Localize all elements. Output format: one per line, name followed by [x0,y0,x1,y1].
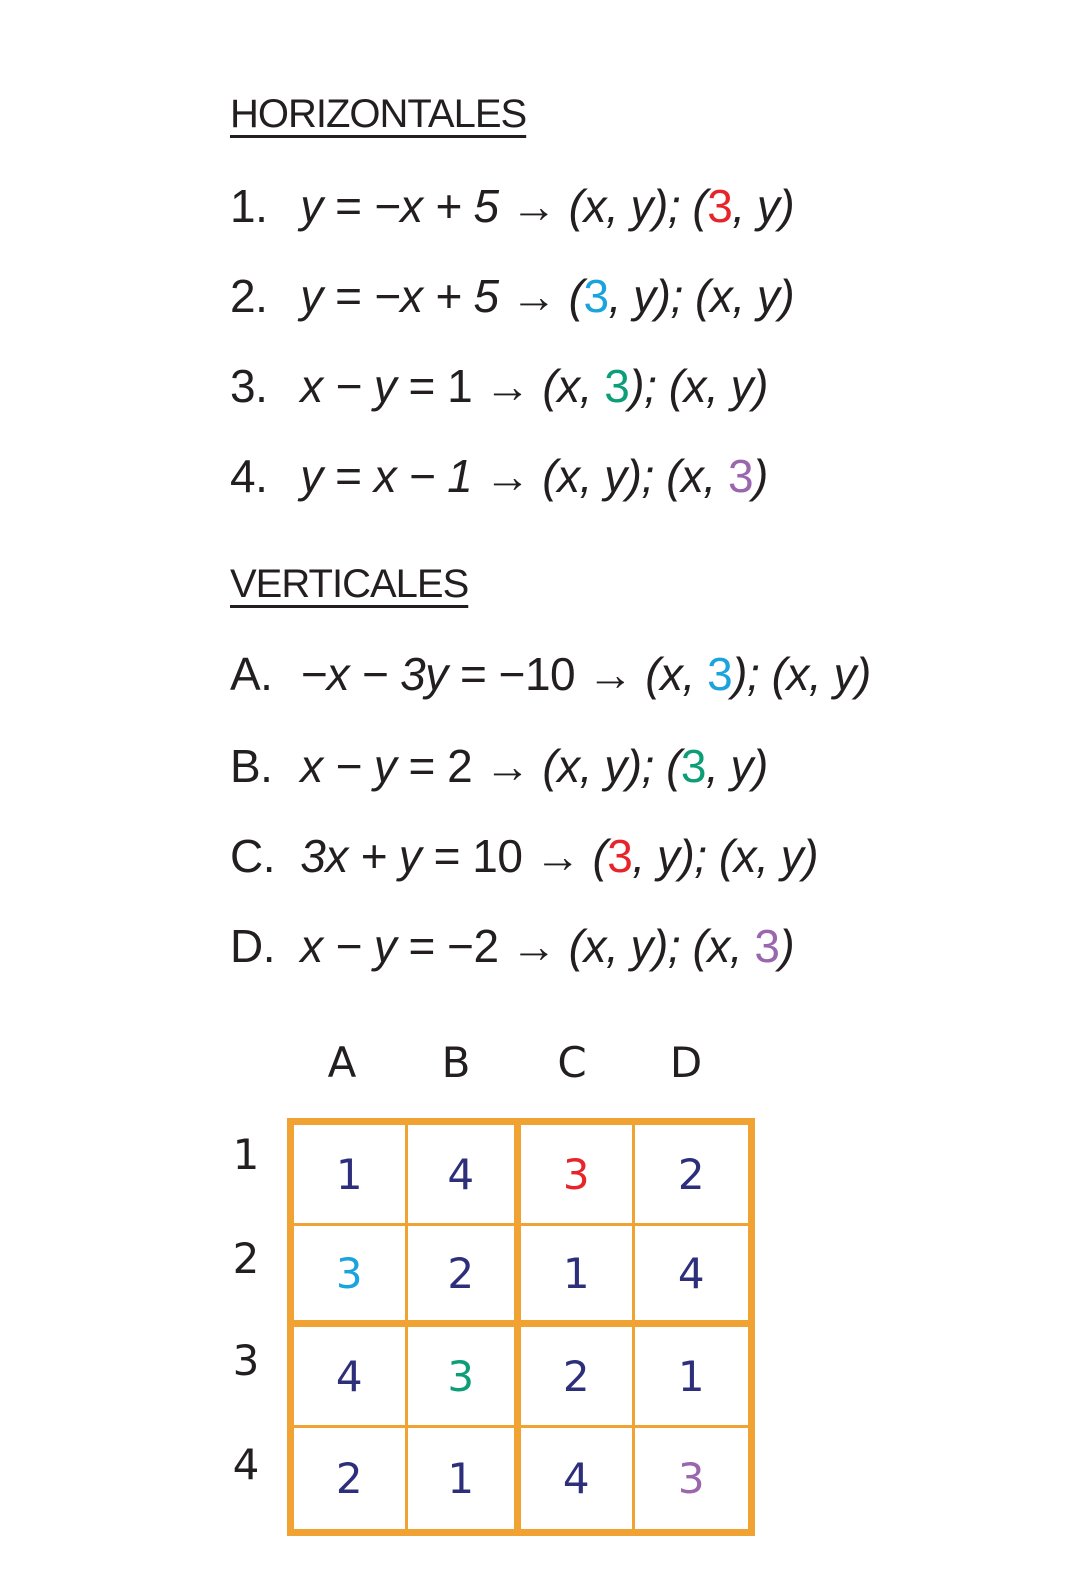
equals-sign: = [335,180,362,232]
arrow-icon: → [587,648,633,700]
equation-line-d [230,918,794,974]
equation-rhs: x − 1 [373,450,473,502]
equation-rhs: 2 [447,740,473,792]
equation-lhs: y [300,270,323,322]
grid-cell: 3 [677,1454,705,1503]
grid-cell: 2 [635,1125,749,1226]
pair-2: (x, 3) [692,920,795,972]
grid-cell: 4 [294,1327,408,1428]
equals-sign: = [433,830,460,882]
grid-cell: 1 [635,1327,749,1428]
equation-line-2 [230,268,794,324]
equation-lhs: x − y [300,740,397,792]
pair-2: (x, y) [771,648,871,700]
pair-1: (x, 3); [542,360,657,412]
equation-label: 2. [230,270,268,322]
arrow-icon: → [484,360,531,412]
equation-rhs: −10 [498,648,576,700]
pair-2: (x, y) [668,360,768,412]
grid-cell: 4 [521,1428,635,1529]
highlight-number: 3 [707,648,733,700]
equation-label: C. [230,830,275,882]
equation-lhs: 3x + y [300,830,422,882]
equation-line-c [230,828,818,884]
equals-sign: = [408,920,435,972]
pair-2: (x, 3) [666,450,768,502]
equation-rhs: 10 [472,830,523,882]
horizontales-heading: HORIZONTALES [230,92,527,136]
arrow-icon: → [510,920,557,972]
highlight-number: 3 [607,830,633,882]
grid-cell: 1 [521,1226,635,1327]
equation-lhs: −x − 3y [300,648,448,700]
row-header-1: 1 [232,1130,260,1179]
equation-label: D. [230,920,275,972]
equation-line-b [230,738,768,794]
equals-sign: = [335,270,362,322]
pair-1: (3, y); [592,830,707,882]
pair-2: (x, y) [718,830,819,882]
pair-1: (3, y); [568,270,683,322]
equals-sign: = [408,360,435,412]
equation-lhs: y [300,180,323,232]
pair-1: (x, y); [542,740,654,792]
sudoku-grid [287,1118,755,1536]
pair-1: (x, y); [542,450,654,502]
verticales-heading: VERTICALES [230,562,469,606]
pair-1: (x, 3); [645,648,760,700]
grid-cell: 3 [408,1327,522,1428]
highlight-number: 3 [680,740,706,792]
arrow-icon: → [534,830,581,882]
grid-cell: 2 [408,1226,522,1327]
column-header-a: A [327,1038,357,1087]
column-header-b: B [441,1038,471,1087]
grid-cell: 1 [408,1428,522,1529]
equation-line-a [230,646,871,702]
highlight-number: 3 [754,920,780,972]
equation-label: 4. [230,450,268,502]
equation-lhs: y [300,450,323,502]
equation-line-3 [230,358,768,414]
row-header-4: 4 [232,1440,260,1489]
equation-line-1 [230,178,794,234]
grid-cell: 4 [408,1125,522,1226]
grid-cell: 4 [635,1226,749,1327]
arrow-icon: → [510,270,557,322]
equation-label: 1. [230,180,268,232]
highlight-number: 3 [604,360,630,412]
row-header-3: 3 [232,1336,260,1385]
grid-cell: 1 [294,1125,408,1226]
equation-rhs: −2 [447,920,499,972]
equation-line-4 [230,448,768,504]
grid-cell: 3 [294,1226,408,1327]
column-header-d: D [669,1038,703,1087]
arrow-icon: → [510,180,557,232]
equation-rhs: −x + 5 [373,180,499,232]
pair-2: (x, y) [695,270,795,322]
equation-label: A. [230,648,273,700]
column-header-c: C [557,1038,587,1087]
pair-1: (x, y); [568,180,681,232]
equals-sign: = [459,648,487,700]
equation-rhs: 1 [447,360,473,412]
row-header-2: 2 [232,1234,260,1283]
equation-lhs: x − y [300,360,397,412]
pair-2: (3, y) [666,740,768,792]
equals-sign: = [335,450,362,502]
arrow-icon: → [484,740,531,792]
highlight-number: 3 [707,180,733,232]
grid-cell: 2 [294,1428,408,1529]
highlight-number: 3 [727,450,754,502]
equation-rhs: −x + 5 [373,270,499,322]
equals-sign: = [408,740,435,792]
pair-1: (x, y); [568,920,681,972]
arrow-icon: → [484,450,531,502]
equation-label: B. [230,740,273,792]
grid-cell: 2 [521,1327,635,1428]
equation-lhs: x − y [300,920,397,972]
pair-2: (3, y) [692,180,795,232]
equation-label: 3. [230,360,268,412]
grid-cell: 3 [521,1125,635,1226]
highlight-number: 3 [583,270,609,322]
